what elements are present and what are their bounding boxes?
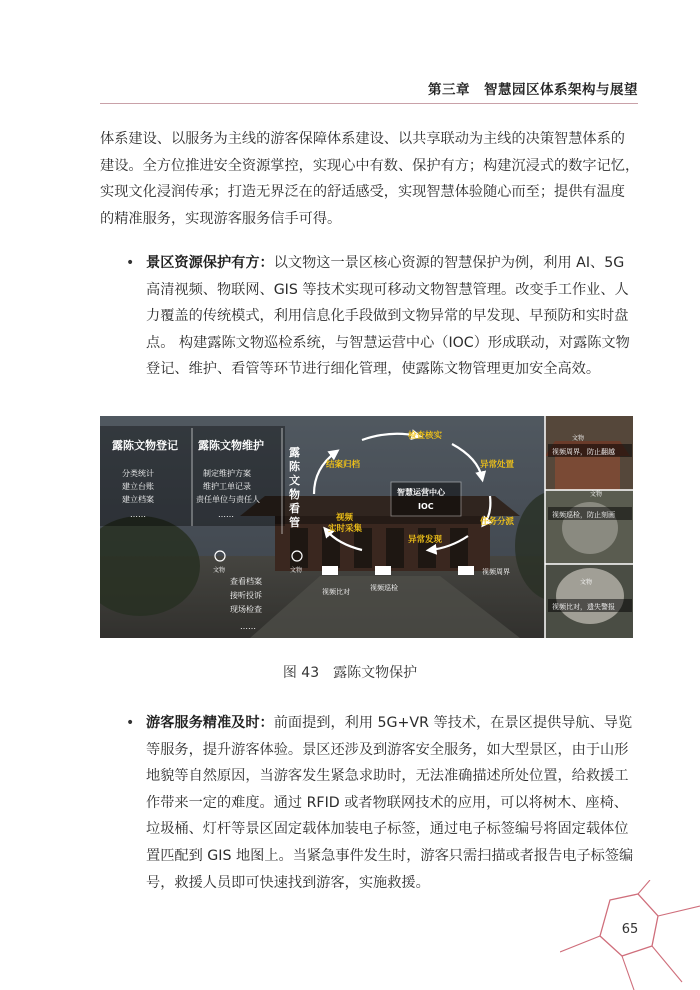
bottom-icon-compare: 视频比对 (322, 588, 350, 596)
bullet-marker: • (126, 255, 135, 271)
side-tag: 文物 (590, 491, 603, 498)
text-line: 的精准服务，实现游客服务信手可得。 (100, 210, 342, 227)
figure-cultural-relic-protection (100, 416, 633, 638)
chapter-header: 第三章 智慧园区体系架构与展望 (428, 82, 638, 98)
text-line: 游客服务精准及时：前面提到，利用 5G+VR 等技术，在景区提供导航、导览 (146, 715, 633, 731)
box-maintain-item: 责任单位与责任人 (196, 495, 260, 504)
cycle-label-dispatch: 任务分派 (480, 517, 515, 527)
text-line: 景区资源保护有方：以文物这一景区核心资源的智慧保护为例，利用 AI、5G (146, 255, 625, 271)
text-line: 实现文化浸润传承；打造无界泛在的舒适感受，实现智慧体验随心而至；提供有温度 (100, 184, 625, 201)
svg-text:现场检查: 现场检查 (230, 605, 262, 614)
cycle-label-discover: 异常发现 (408, 535, 443, 545)
camera-icon (375, 566, 391, 575)
text-line: 建设。全方位推进安全资源掌控，实现心中有数、保护有方；构建沉浸式的数字记忆， (100, 157, 640, 174)
cycle-label-handle: 异常处置 (480, 460, 515, 470)
text-line: 地貌等自然原因，当游客发生紧急求助时，无法准确描述所处位置，给救援工 (146, 768, 629, 785)
cycle-label-video: 视频实时采集 (328, 513, 363, 534)
box-register-item: …… (130, 510, 146, 519)
box-register-item: 分类统计 (122, 469, 154, 478)
text-line: 高清视频、物联网、GIS 等技术实现可移动文物智慧管理。改变手工作业、人 (146, 281, 629, 298)
box-register-item: 建立台账 (122, 482, 154, 491)
text-line: 点。 构建露陈文物巡检系统，与智慧运营中心（IOC）形成联动，对露陈文物 (146, 334, 630, 351)
box-register-title: 露陈文物登记 (112, 439, 178, 452)
box-maintain-item: 制定维护方案 (203, 469, 251, 478)
text-line: 力覆盖的传统模式，利用信息化手段做到文物异常的早发现、早预防和实时盘 (146, 308, 629, 325)
side-tag: 文物 (580, 579, 593, 586)
svg-text:文: 文 (289, 474, 300, 487)
svg-text:露: 露 (289, 446, 300, 459)
paragraph-intro (100, 126, 640, 232)
svg-text:陈: 陈 (289, 460, 300, 473)
figure-caption: 图 43 露陈文物保护 (282, 665, 418, 681)
camera-icon (322, 566, 338, 575)
box-maintain-title: 露陈文物维护 (198, 439, 264, 452)
svg-text:……: …… (240, 622, 256, 631)
box-maintain-item: …… (218, 510, 234, 519)
box-register-item: 建立档案 (122, 495, 154, 504)
svg-text:查看档案: 查看档案 (230, 577, 262, 586)
cycle-label-archive: 结案归档 (326, 460, 361, 470)
camera-icon (458, 566, 474, 575)
svg-text:物: 物 (289, 488, 300, 501)
cycle-label-check: 检查核实 (408, 431, 443, 441)
text-line: 体系建设、以服务为主线的游客保障体系建设、以共享联动为主线的决策智慧体系的 (100, 131, 625, 147)
figure-illustration (100, 416, 633, 638)
side-label-patrol: 视频巡检，防止刻画 (552, 511, 615, 519)
bullet-resource-protection (146, 250, 640, 383)
bullet-title: 游客服务精准及时： (146, 715, 274, 731)
box-maintain-item: 维护工单记录 (203, 482, 251, 491)
text-line: 置匹配到 GIS 地图上。当紧急事件发生时，游客只需扫描或者报告电子标签编 (146, 847, 634, 864)
bottom-icon-patrol: 视频巡检 (370, 584, 398, 592)
side-tag: 文物 (572, 435, 585, 442)
svg-text:管: 管 (289, 516, 300, 529)
text-line: 作带来一定的难度。通过 RFID 或者物联网技术的应用，可以将树木、座椅、 (146, 794, 628, 811)
page-number: 65 (621, 922, 639, 937)
text-line: 登记、维护、看管等环节进行细化管理，使露陈文物管理更加安全高效。 (146, 361, 601, 378)
svg-text:文物: 文物 (213, 567, 226, 574)
text-line: 号，救援人员即可快速找到游客，实施救援。 (146, 874, 430, 891)
svg-text:看: 看 (289, 502, 300, 515)
svg-text:文物: 文物 (290, 567, 303, 574)
ioc-center-label: 智慧运营中心 (397, 488, 445, 497)
svg-text:接听投诉: 接听投诉 (230, 591, 262, 600)
bullet-title: 景区资源保护有方： (146, 255, 274, 271)
bullet-visitor-service (146, 710, 640, 896)
bottom-icon-perimeter: 视频周界 (482, 568, 510, 576)
side-label-perimeter: 视频周界，防止翻越 (552, 448, 615, 456)
text-line: 等服务，提升游客体验。景区还涉及到游客安全服务，如大型景区，由于山形 (146, 741, 629, 758)
bullet-marker: • (126, 715, 135, 731)
text-line: 垃圾桶、灯杆等景区固定载体加装电子标签，通过电子标签编号将固定载体位 (146, 821, 629, 838)
header-rule (100, 103, 638, 104)
ioc-center-code: IOC (418, 502, 434, 511)
side-label-compare: 视频比对，遗失警报 (552, 603, 615, 611)
